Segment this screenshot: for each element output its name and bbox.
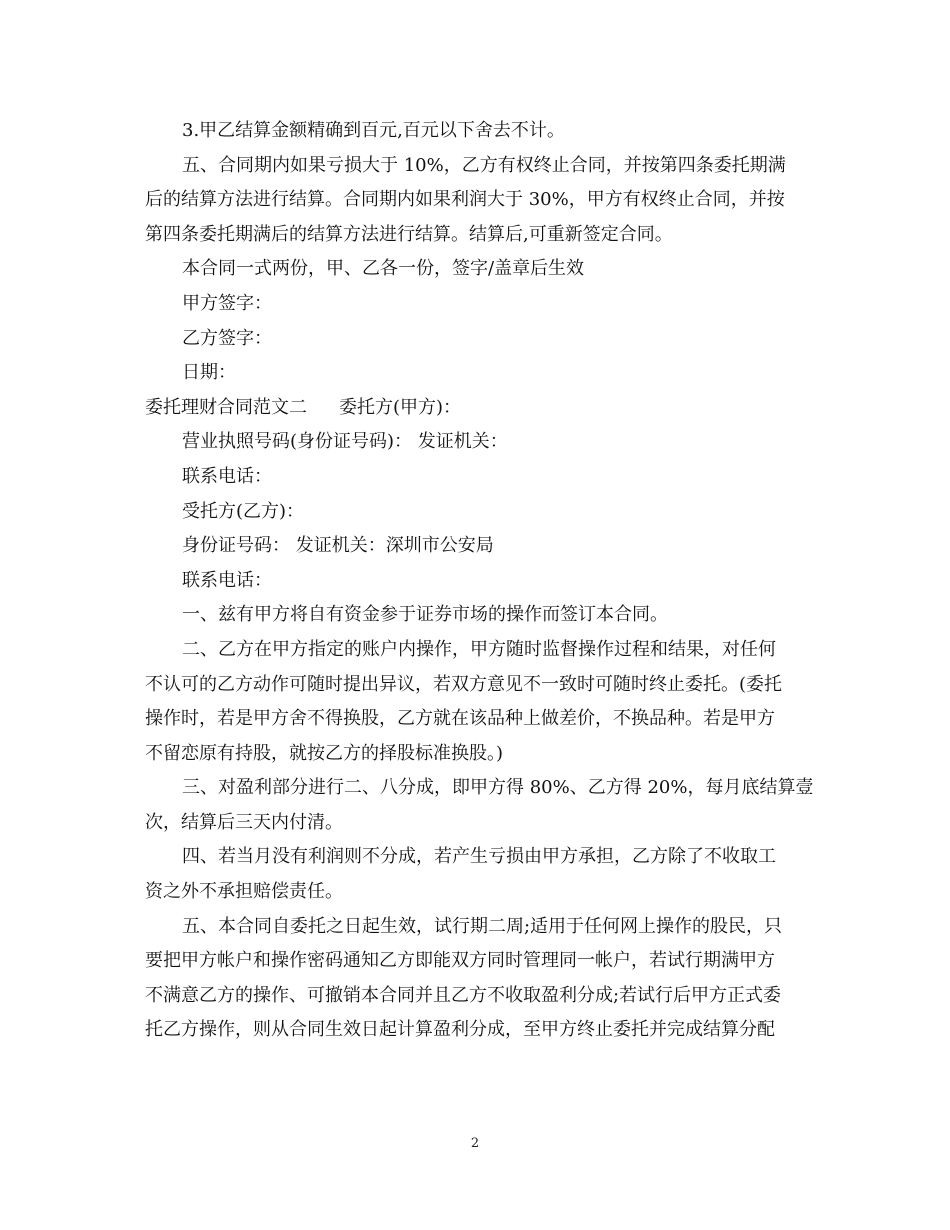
principal-party-label: 委托方(甲方)： — [339, 396, 462, 418]
text-line: 托乙方操作，则从合同生效日起计算盈利分成，至甲方终止委托并完成结算分配 — [145, 1019, 775, 1041]
text-line: 三、对盈利部分进行二、八分成，即甲方得 80%、乙方得 20%，每月底结算壹 — [182, 777, 814, 799]
text-line: 资之外不承担赔偿责任。 — [145, 881, 343, 903]
text-line: 3.甲乙结算金额精确到百元,百元以下舍去不计。 — [182, 120, 565, 141]
text-line: 联系电话： — [182, 465, 272, 487]
text-line: 操作时，若是甲方舍不得换股，乙方就在该品种上做差价，不换品种。若是甲方 — [145, 708, 775, 730]
contract-clauses-part-two — [145, 425, 815, 1048]
document-body — [145, 114, 815, 1048]
text-line: 营业执照号码(身份证号码)： 发证机关： — [182, 431, 508, 453]
text-line: 二、乙方在甲方指定的账户内操作，甲方随时监督操作过程和结果，对任何 — [182, 638, 776, 660]
text-line: 本合同一式两份，甲、乙各一份，签字/盖章后生效 — [182, 258, 585, 280]
text-line: 一、兹有甲方将自有资金参于证券市场的操作而签订本合同。 — [182, 604, 668, 626]
text-line: 要把甲方帐户和操作密码通知乙方即能双方同时管理同一帐户，若试行期满甲方 — [145, 950, 775, 972]
text-line: 不留恋原有持股，就按乙方的择股标准换股。) — [145, 742, 504, 764]
text-line: 不满意乙方的操作、可撤销本合同并且乙方不收取盈利分成;若试行后甲方正式委 — [145, 984, 782, 1006]
text-line: 日期： — [182, 362, 236, 384]
text-line: 联系电话： — [182, 569, 272, 591]
text-line: 五、本合同自委托之日起生效，试行期二周;适用于任何网上操作的股民，只 — [182, 915, 783, 937]
page-number: 2 — [470, 1136, 480, 1151]
contract-clauses-part-one — [145, 114, 815, 391]
text-line: 甲方签字： — [182, 292, 272, 314]
text-line: 身份证号码： 发证机关：深圳市公安局 — [182, 535, 494, 557]
text-line: 受托方(乙方)： — [182, 500, 305, 522]
section-title: 委托理财合同范文二 — [145, 396, 307, 418]
text-line: 次，结算后三天内付清。 — [145, 811, 343, 833]
section-heading — [145, 391, 815, 426]
text-line: 四、若当月没有利润则不分成，若产生亏损由甲方承担，乙方除了不收取工 — [182, 846, 776, 868]
text-line: 乙方签字： — [182, 327, 272, 349]
text-line: 第四条委托期满后的结算方法进行结算。结算后,可重新签定合同。 — [145, 223, 673, 245]
text-line: 不认可的乙方动作可随时提出异议，若双方意见不一致时可随时终止委托。(委托 — [145, 673, 783, 695]
text-line: 后的结算方法进行结算。合同期内如果利润大于 30%，甲方有权终止合同，并按 — [145, 189, 785, 211]
text-line: 五、合同期内如果亏损大于 10%，乙方有权终止合同，并按第四条委托期满 — [182, 154, 786, 176]
